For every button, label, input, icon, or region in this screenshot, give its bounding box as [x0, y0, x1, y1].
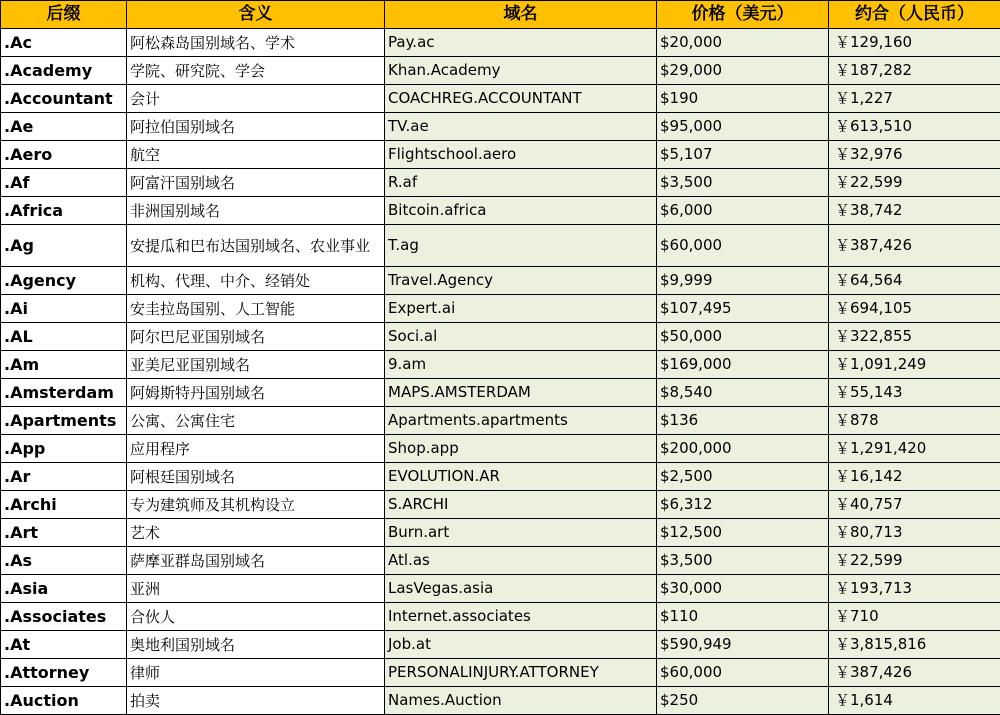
price-rmb-cell: ￥3,815,816 [829, 631, 1000, 659]
domain-cell: Expert.ai [385, 295, 657, 323]
table-row [1, 491, 1000, 519]
suffix-cell: .Ae [1, 113, 127, 141]
meaning-cell: 安提瓜和巴布达国别域名、农业事业 [127, 225, 385, 267]
price-rmb-cell: ￥187,282 [829, 57, 1000, 85]
price-usd-cell: $60,000 [657, 225, 829, 267]
table-row [1, 435, 1000, 463]
table-row [1, 603, 1000, 631]
table-row [1, 631, 1000, 659]
suffix-cell: .Associates [1, 603, 127, 631]
suffix-cell: .Accountant [1, 85, 127, 113]
suffix-cell: .Archi [1, 491, 127, 519]
header-price-rmb: 约合（人民币） [829, 1, 1000, 29]
price-usd-cell: $20,000 [657, 29, 829, 57]
price-rmb-cell: ￥1,227 [829, 85, 1000, 113]
domain-cell: Internet.associates [385, 603, 657, 631]
meaning-cell: 阿姆斯特丹国别域名 [127, 379, 385, 407]
suffix-cell: .Agency [1, 267, 127, 295]
header-price-usd: 价格（美元） [657, 1, 829, 29]
meaning-cell: 学院、研究院、学会 [127, 57, 385, 85]
domain-cell: Pay.ac [385, 29, 657, 57]
suffix-cell: .At [1, 631, 127, 659]
price-rmb-cell: ￥40,757 [829, 491, 1000, 519]
meaning-cell: 亚美尼亚国别域名 [127, 351, 385, 379]
price-rmb-cell: ￥80,713 [829, 519, 1000, 547]
meaning-cell: 会计 [127, 85, 385, 113]
price-usd-cell: $9,999 [657, 267, 829, 295]
meaning-cell: 阿拉伯国别域名 [127, 113, 385, 141]
header-meaning: 含义 [127, 1, 385, 29]
suffix-cell: .Apartments [1, 407, 127, 435]
suffix-cell: .Af [1, 169, 127, 197]
table-row [1, 197, 1000, 225]
table-row [1, 659, 1000, 687]
price-usd-cell: $3,500 [657, 169, 829, 197]
domain-cell: COACHREG.ACCOUNTANT [385, 85, 657, 113]
domain-cell: Flightschool.aero [385, 141, 657, 169]
meaning-cell: 安圭拉岛国别、人工智能 [127, 295, 385, 323]
suffix-cell: .Academy [1, 57, 127, 85]
suffix-cell: .Asia [1, 575, 127, 603]
suffix-cell: .Africa [1, 197, 127, 225]
price-usd-cell: $95,000 [657, 113, 829, 141]
meaning-cell: 亚洲 [127, 575, 385, 603]
suffix-cell: .Attorney [1, 659, 127, 687]
meaning-cell: 专为建筑师及其机构设立 [127, 491, 385, 519]
price-usd-cell: $6,000 [657, 197, 829, 225]
suffix-cell: .Art [1, 519, 127, 547]
meaning-cell: 律师 [127, 659, 385, 687]
suffix-cell: .Amsterdam [1, 379, 127, 407]
price-usd-cell: $590,949 [657, 631, 829, 659]
table-row [1, 295, 1000, 323]
domain-cell: MAPS.AMSTERDAM [385, 379, 657, 407]
meaning-cell: 非洲国别域名 [127, 197, 385, 225]
domain-cell: Atl.as [385, 547, 657, 575]
meaning-cell: 阿松森岛国别域名、学术 [127, 29, 385, 57]
price-usd-cell: $3,500 [657, 547, 829, 575]
table-row [1, 113, 1000, 141]
domain-cell: LasVegas.asia [385, 575, 657, 603]
table-row [1, 575, 1000, 603]
price-rmb-cell: ￥322,855 [829, 323, 1000, 351]
price-rmb-cell: ￥38,742 [829, 197, 1000, 225]
table-row [1, 225, 1000, 267]
price-usd-cell: $190 [657, 85, 829, 113]
table-row [1, 547, 1000, 575]
header-suffix: 后缀 [1, 1, 127, 29]
table-row [1, 323, 1000, 351]
price-rmb-cell: ￥129,160 [829, 29, 1000, 57]
suffix-cell: .Ag [1, 225, 127, 267]
price-rmb-cell: ￥193,713 [829, 575, 1000, 603]
suffix-cell: .Ar [1, 463, 127, 491]
price-usd-cell: $8,540 [657, 379, 829, 407]
meaning-cell: 拍卖 [127, 687, 385, 715]
domain-cell: Bitcoin.africa [385, 197, 657, 225]
table-row [1, 267, 1000, 295]
price-rmb-cell: ￥387,426 [829, 225, 1000, 267]
domain-cell: Soci.al [385, 323, 657, 351]
price-usd-cell: $136 [657, 407, 829, 435]
price-usd-cell: $169,000 [657, 351, 829, 379]
suffix-cell: .App [1, 435, 127, 463]
table-row [1, 407, 1000, 435]
price-rmb-cell: ￥710 [829, 603, 1000, 631]
price-rmb-cell: ￥1,091,249 [829, 351, 1000, 379]
domain-cell: TV.ae [385, 113, 657, 141]
price-usd-cell: $107,495 [657, 295, 829, 323]
price-usd-cell: $6,312 [657, 491, 829, 519]
price-rmb-cell: ￥694,105 [829, 295, 1000, 323]
domain-cell: Job.at [385, 631, 657, 659]
meaning-cell: 萨摩亚群岛国别域名 [127, 547, 385, 575]
table-row [1, 169, 1000, 197]
meaning-cell: 阿根廷国别域名 [127, 463, 385, 491]
table-row [1, 463, 1000, 491]
price-rmb-cell: ￥55,143 [829, 379, 1000, 407]
header-row [1, 1, 1000, 29]
suffix-cell: .Am [1, 351, 127, 379]
meaning-cell: 奥地利国别域名 [127, 631, 385, 659]
header-domain: 域名 [385, 1, 657, 29]
domain-cell: S.ARCHI [385, 491, 657, 519]
price-rmb-cell: ￥613,510 [829, 113, 1000, 141]
price-rmb-cell: ￥64,564 [829, 267, 1000, 295]
table-row [1, 141, 1000, 169]
price-usd-cell: $30,000 [657, 575, 829, 603]
price-usd-cell: $110 [657, 603, 829, 631]
meaning-cell: 应用程序 [127, 435, 385, 463]
table-row [1, 519, 1000, 547]
price-usd-cell: $2,500 [657, 463, 829, 491]
price-rmb-cell: ￥16,142 [829, 463, 1000, 491]
suffix-cell: .Aero [1, 141, 127, 169]
domain-cell: Apartments.apartments [385, 407, 657, 435]
domain-cell: Shop.app [385, 435, 657, 463]
domain-cell: Names.Auction [385, 687, 657, 715]
suffix-cell: .Ac [1, 29, 127, 57]
meaning-cell: 航空 [127, 141, 385, 169]
table-row [1, 351, 1000, 379]
price-usd-cell: $60,000 [657, 659, 829, 687]
price-rmb-cell: ￥22,599 [829, 547, 1000, 575]
domain-cell: EVOLUTION.AR [385, 463, 657, 491]
domain-cell: R.af [385, 169, 657, 197]
price-usd-cell: $5,107 [657, 141, 829, 169]
price-rmb-cell: ￥32,976 [829, 141, 1000, 169]
price-rmb-cell: ￥387,426 [829, 659, 1000, 687]
price-rmb-cell: ￥1,614 [829, 687, 1000, 715]
meaning-cell: 机构、代理、中介、经销处 [127, 267, 385, 295]
price-usd-cell: $12,500 [657, 519, 829, 547]
suffix-cell: .AL [1, 323, 127, 351]
price-rmb-cell: ￥22,599 [829, 169, 1000, 197]
suffix-cell: .Ai [1, 295, 127, 323]
suffix-cell: .As [1, 547, 127, 575]
table-row [1, 379, 1000, 407]
price-usd-cell: $29,000 [657, 57, 829, 85]
meaning-cell: 合伙人 [127, 603, 385, 631]
domain-cell: Travel.Agency [385, 267, 657, 295]
table-row [1, 57, 1000, 85]
domain-cell: Khan.Academy [385, 57, 657, 85]
domain-cell: 9.am [385, 351, 657, 379]
price-usd-cell: $50,000 [657, 323, 829, 351]
meaning-cell: 艺术 [127, 519, 385, 547]
domain-cell: Burn.art [385, 519, 657, 547]
price-usd-cell: $250 [657, 687, 829, 715]
domain-cell: T.ag [385, 225, 657, 267]
table-row [1, 29, 1000, 57]
table-row [1, 687, 1000, 715]
price-usd-cell: $200,000 [657, 435, 829, 463]
price-rmb-cell: ￥878 [829, 407, 1000, 435]
suffix-cell: .Auction [1, 687, 127, 715]
price-rmb-cell: ￥1,291,420 [829, 435, 1000, 463]
meaning-cell: 公寓、公寓住宅 [127, 407, 385, 435]
meaning-cell: 阿富汗国别域名 [127, 169, 385, 197]
domain-cell: PERSONALINJURY.ATTORNEY [385, 659, 657, 687]
table-row [1, 85, 1000, 113]
meaning-cell: 阿尔巴尼亚国别域名 [127, 323, 385, 351]
